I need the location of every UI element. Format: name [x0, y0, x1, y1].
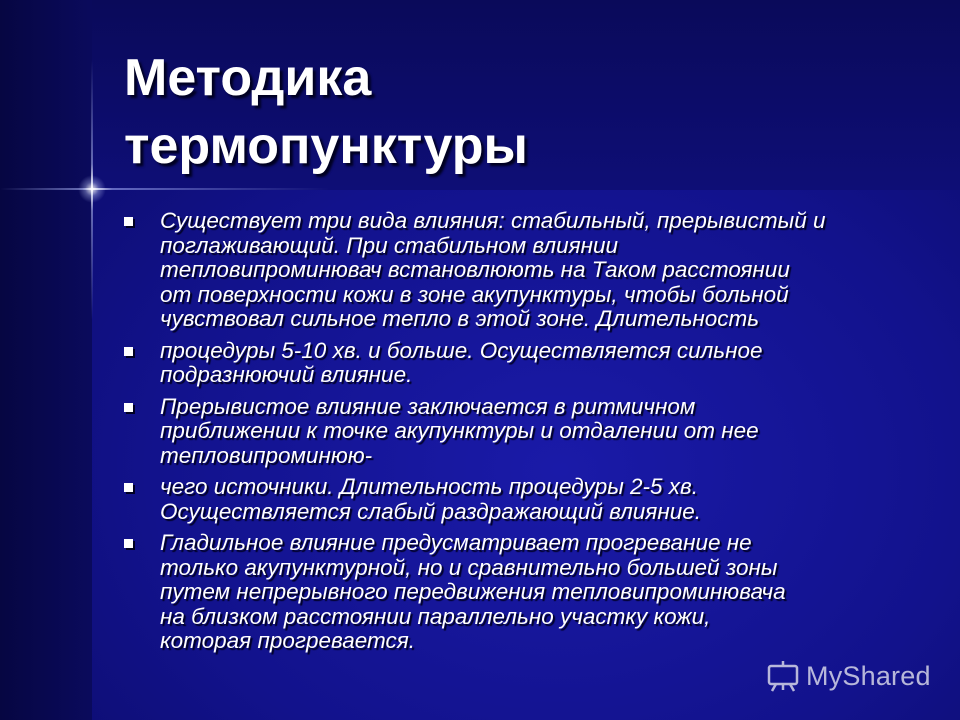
bullet-line: Гладильное влияние предусматривает прогревание не: [160, 530, 752, 555]
bullet-line: которая прогревается.: [160, 628, 416, 653]
bullet-item: [118, 531, 908, 654]
square-bullet-icon: [124, 539, 133, 548]
square-bullet-icon: [124, 403, 133, 412]
bullet-line: путем непрерывного передвижения тепловипроминювача: [160, 579, 786, 604]
bullet-line: только акупунктурной, но и сравнительно большей зоны: [160, 554, 778, 580]
bullet-item: [118, 339, 908, 388]
bullet-list: [118, 209, 908, 661]
bullet-line: Прерывистое влияние заключается в ритмичном: [160, 393, 696, 419]
square-bullet-icon: [124, 217, 133, 226]
slide-title: [124, 44, 884, 180]
square-bullet-icon: [124, 347, 133, 356]
myshared-watermark[interactable]: [766, 656, 931, 696]
left-band-decoration: [0, 0, 92, 720]
bullet-line: процедуры 5-10 хв. и больше. Осуществляется сильное: [160, 337, 763, 363]
bullet-line: тепловипроминювач встановлюють на Таком расстоянии: [160, 257, 790, 282]
bullet-line: Осуществляется слабый раздражающий влияние.: [160, 498, 701, 524]
square-bullet-icon: [124, 483, 133, 492]
bullet-line: чувствовал сильное тепло в этой зоне. Длительность: [160, 306, 760, 331]
title-line-2: термопунктуры: [124, 117, 528, 175]
bullet-line: от поверхности кожи в зоне акупунктуры, чтобы больной: [160, 281, 789, 307]
bullet-line: поглаживающий. При стабильном влиянии: [160, 232, 619, 258]
bullet-line: чего источники. Длительность процедуры 2-5 хв.: [160, 474, 699, 499]
bullet-item: [118, 209, 908, 332]
watermark-text: MyShared: [806, 660, 931, 691]
bullet-line: подразнюючий влияние.: [160, 362, 413, 387]
bullet-item: [118, 475, 908, 524]
star-sparkle-icon: [78, 175, 106, 203]
star-flare-horizontal: [0, 188, 330, 190]
bullet-line: тепловипроминюю-: [160, 442, 373, 468]
presentation-board-icon: [766, 659, 800, 693]
title-line-1: Методика: [124, 49, 372, 107]
bullet-item: [118, 395, 908, 469]
bullet-line: приближении к точке акупунктуры и отдалении от нее: [160, 418, 759, 443]
bullet-line: Существует три вида влияния: стабильный, прерывистый и: [160, 208, 826, 233]
bullet-line: на близком расстоянии параллельно участку кожи,: [160, 603, 711, 629]
